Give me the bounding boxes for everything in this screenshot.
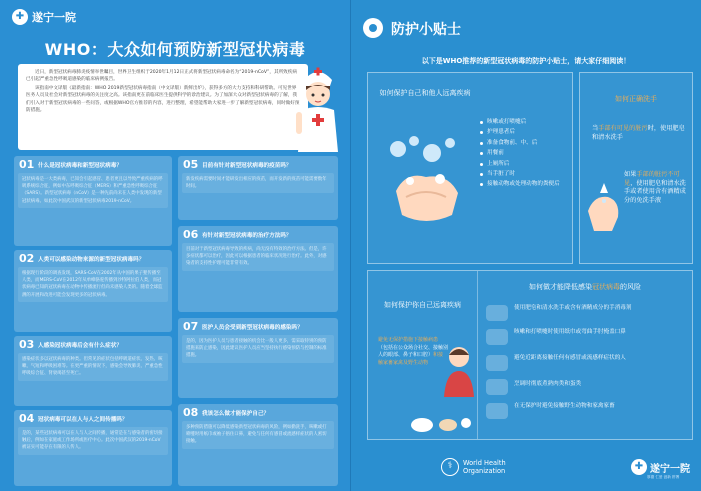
faq-answer: 冠状病毒是一大类病毒，已知会引起感冒、患者更且以导致严重疾病的呼吸系统综合征，例如中东呼吸综合征（MERS）和严重急性呼吸综合征（SARS）。新型冠状病毒（nCoV）是一种先前尚未在人类中发现的新型冠状病毒。如此次中国武汉的新型冠状病毒2019-nCoV。 [18,173,168,208]
animals-icon [408,411,474,435]
faq-card-head [178,318,338,335]
faq-answer: 多种预防措施可以降低感染新型冠状病毒的风险，例如勤洗手，咳嗽或打喷嚏时用纸巾或袖子捂住口鼻，避免与任何有感冒或流感样症状的人密切接触。 [182,421,334,449]
right-page [350,0,701,491]
invisible-dirt-tip-prefix: 如果 [624,171,637,178]
faq-answer: 根据现行阶段的调查发现，SARS-CoV在2002年从中国的果子狸传播至人类，而MERS-CoV在2012年从单峰骆驼传播到沙特阿拉伯人类，而冠状病毒已知的冠状病毒在动物中传播流行但尚未感染人类的。随着全球监测的开展和改进可能会发现更多的冠状病毒。 [18,267,168,302]
faq-card-head [14,156,172,173]
hand-wash-occasions-list [480,119,568,192]
protect-yourself-title: 如何保护你自己远离疾病 [384,301,461,309]
list-item: 准备食物前、中、后 [480,140,568,147]
list-item: 上厕所后 [480,161,568,168]
footer-hospital-logo-text: 遂宁一院 [650,463,690,475]
reduce-risk-panel [367,270,693,440]
sick-person-icon [442,343,476,397]
faq-question: 目前有针对新型冠状病毒的疫苗吗？ [202,162,292,169]
faq-answer: 是的，某些冠状病毒可以在人与人之间传播，通常是在与感染者的密切接触后，例如在家庭或工作场所或医疗中心。此次中国武汉的2019-nCoV被证实可能存在有限的人传人。 [18,427,168,455]
protect-yourself-section [368,271,478,439]
faq-number: 03 [19,338,35,351]
footer-hospital-motto: 厚德 仁爱 创新 拼搏 [647,475,680,479]
wash-hands-icon [486,305,508,321]
list-item: 咳嗽或打喷嚏后 [480,119,568,126]
faq-question: 冠状病毒可以在人与人之间传播吗？ [38,416,128,423]
faq-number: 07 [183,320,199,333]
faq-question: 人感染冠状病毒后会有什么症状？ [38,342,122,349]
hand-washing-icon [376,131,476,241]
reduce-risk-title-b: 冠状病毒 [592,283,620,291]
footer [351,444,701,491]
reduce-risk-title-a: 如何做才能降低感染 [529,283,592,291]
nurse-illustration [290,60,346,156]
invisible-dirt-tip-highlight: 手部的脏污不可见 [624,171,680,187]
reduce-risk-section [478,271,692,439]
who-emblem-icon: ⚕ [441,458,459,476]
list-item: 护理患者后 [480,129,568,136]
faq-card-02 [14,250,172,332]
faq-question: 人类可以感染动物来源的新型冠状病毒吗？ [38,256,145,263]
protect-others-title: 如何保护自己和他人远离疾病 [379,89,471,97]
faq-question: 医护人员会受到新型冠状病毒的感染吗？ [202,324,303,331]
faq-answer: 目前对于新型冠状病毒导致的疾病，尚无没有特效的治疗方法。但是，许多症状都可以治疗，因此可以根据患者的临床状况进行治疗。此外，对感染者的支持性护理可能非常有效。 [182,243,334,271]
page-title: WHO：大众如何预防新型冠状病毒 [44,40,306,59]
faq-question: 我该怎么做才能保护自己？ [202,410,270,417]
hospital-logo-icon: ✚ [12,9,28,25]
visible-dirt-tip-highlight: 手部有可见的脏污 [598,125,648,132]
tips-title: 防护小贴士 [391,22,461,38]
list-item: 用餐前 [480,150,568,157]
list-item: 接触动物或处理动物的粪便后 [480,181,568,188]
faq-number: 04 [19,412,35,425]
how-to-wash-panel [579,72,693,264]
faq-number: 05 [183,158,199,171]
risk-tip-1: 使用肥皂和清水洗手或含有酒精成分的手消毒剂 [514,305,632,311]
tips-header [351,0,701,56]
faq-card-head [14,250,172,267]
how-to-wash-title-text: 如何正确洗手 [615,95,657,103]
protect-yourself-text [378,337,448,367]
footer-hospital-logo-icon: ✚ [631,459,647,475]
faq-card-05 [178,156,338,220]
risk-tip-2: 咳嗽和打喷嚏时使用纸巾或弯曲手肘掩盖口鼻 [514,329,626,335]
faq-card-03 [14,336,172,406]
livestock-icon [486,403,508,419]
faq-answer: 感染症状多以冠状病毒的种类。但常见的症状包括呼吸道症状、发热、咳嗽、气短和呼吸困难等。在更严重的情况下，感染会导致肺炎、严重急性呼吸综合征、肾衰竭甚至死亡。 [18,353,168,381]
faq-card-06 [178,226,338,312]
faq-answer: 是的，因为医护人员与患者接触的机会比一般人更多，需采取特别的预防措施来防止感染，因此建议医护人员应当坚持执行感染预防与控制的标准措施。 [182,335,334,363]
who-name-line1: World Health [463,459,506,467]
faq-card-head [14,336,172,353]
faq-card-head [178,226,338,243]
how-to-wash-title [580,95,692,104]
protect-yourself-text-b: （包括在公众场合社交、接触别人的眼部、鼻子和口腔） [378,344,449,359]
protect-others-panel [367,72,573,264]
faq-number: 08 [183,406,199,419]
hospital-logo-text: 遂宁一院 [32,11,76,24]
sanitizer-hand-icon [584,181,624,237]
visible-dirt-tip-prefix: 当 [592,125,599,132]
faq-question: 什么是冠状病毒和新型冠状病毒？ [38,162,122,169]
risk-tip-5: 在无保护时避免接触野生动物和家禽家畜 [514,403,615,409]
protect-yourself-text-a: 避免无保护措施下接触病患 [378,337,439,343]
hospital-logo [12,8,76,26]
intro-paragraph-1: 近日，新型冠状病毒肺炎疫情举世瞩目，世界卫生组织于2020年1月12日正式将新型冠状病毒命名为“2019-nCoV”，其所致疾病已引起严重急性呼吸道感染的临床病例报告。 [26,70,297,83]
invisible-dirt-tip [624,171,690,205]
faq-number: 01 [19,158,35,171]
avoid-contact-icon [486,355,508,371]
target-icon [363,18,383,38]
cough-icon [486,329,508,345]
reduce-risk-title [478,283,692,292]
tips-subtitle: 以下是WHO推荐的新型冠状病毒的防护小贴士，请大家仔细阅读！ [421,57,631,65]
invisible-dirt-tip-suffix: ，使用肥皂和清水洗手或者使用含有酒精成分的免洗手液 [624,179,686,204]
faq-number: 06 [183,228,199,241]
faq-card-01 [14,156,172,246]
cooking-icon [486,379,508,395]
risk-tip-3: 避免近距离接触任何有感冒或流感样症状的人 [514,355,626,361]
left-page [0,0,350,491]
faq-number: 02 [19,252,35,265]
faq-card-04 [14,410,172,486]
risk-tip-4: 烹调时彻底煮熟肉类和蛋类 [514,381,582,387]
faq-card-07 [178,318,338,398]
footer-hospital-logo [631,459,690,475]
visible-dirt-tip-suffix: 时，使用肥皂和清水洗手 [592,125,685,141]
who-name-line2: Organization [463,467,506,475]
faq-card-head [178,156,338,173]
intro-paragraph-2: 该指南中文译版《最新指南：WHO 2019新型冠状病毒指南（中文译版）新鲜出炉》，获得多方的大力支持和科研帮助。可见世界医务人员及社会对新型冠状病毒的关注度之高。该指南更在前临床医生提供科学的诊治建议。为了加深大众对新型冠状病毒的了解，我们引入对于新型冠状病毒的一些问答，或根据WHO官方推荐的内容，进行整理，希望能帮助大家进一步了解新型冠状病毒，同时做好预防措施。 [26,85,300,114]
intro-box [18,64,308,150]
faq-card-head [14,410,172,427]
reduce-risk-title-c: 的风险 [620,283,641,291]
protect-yourself-text-c: 和接触家畜家禽及野生动物 [378,352,444,366]
visible-dirt-tip [592,125,688,142]
faq-card-head [178,404,338,421]
faq-question: 有针对新型冠状病毒的治疗方法吗？ [202,232,292,239]
list-item: 当手脏了时 [480,171,568,178]
faq-answer: 新发疾病需要时间才能研发出相应的疫苗，而开发新的疫苗可能需要数年时间。 [182,173,334,193]
faq-card-08 [178,404,338,486]
